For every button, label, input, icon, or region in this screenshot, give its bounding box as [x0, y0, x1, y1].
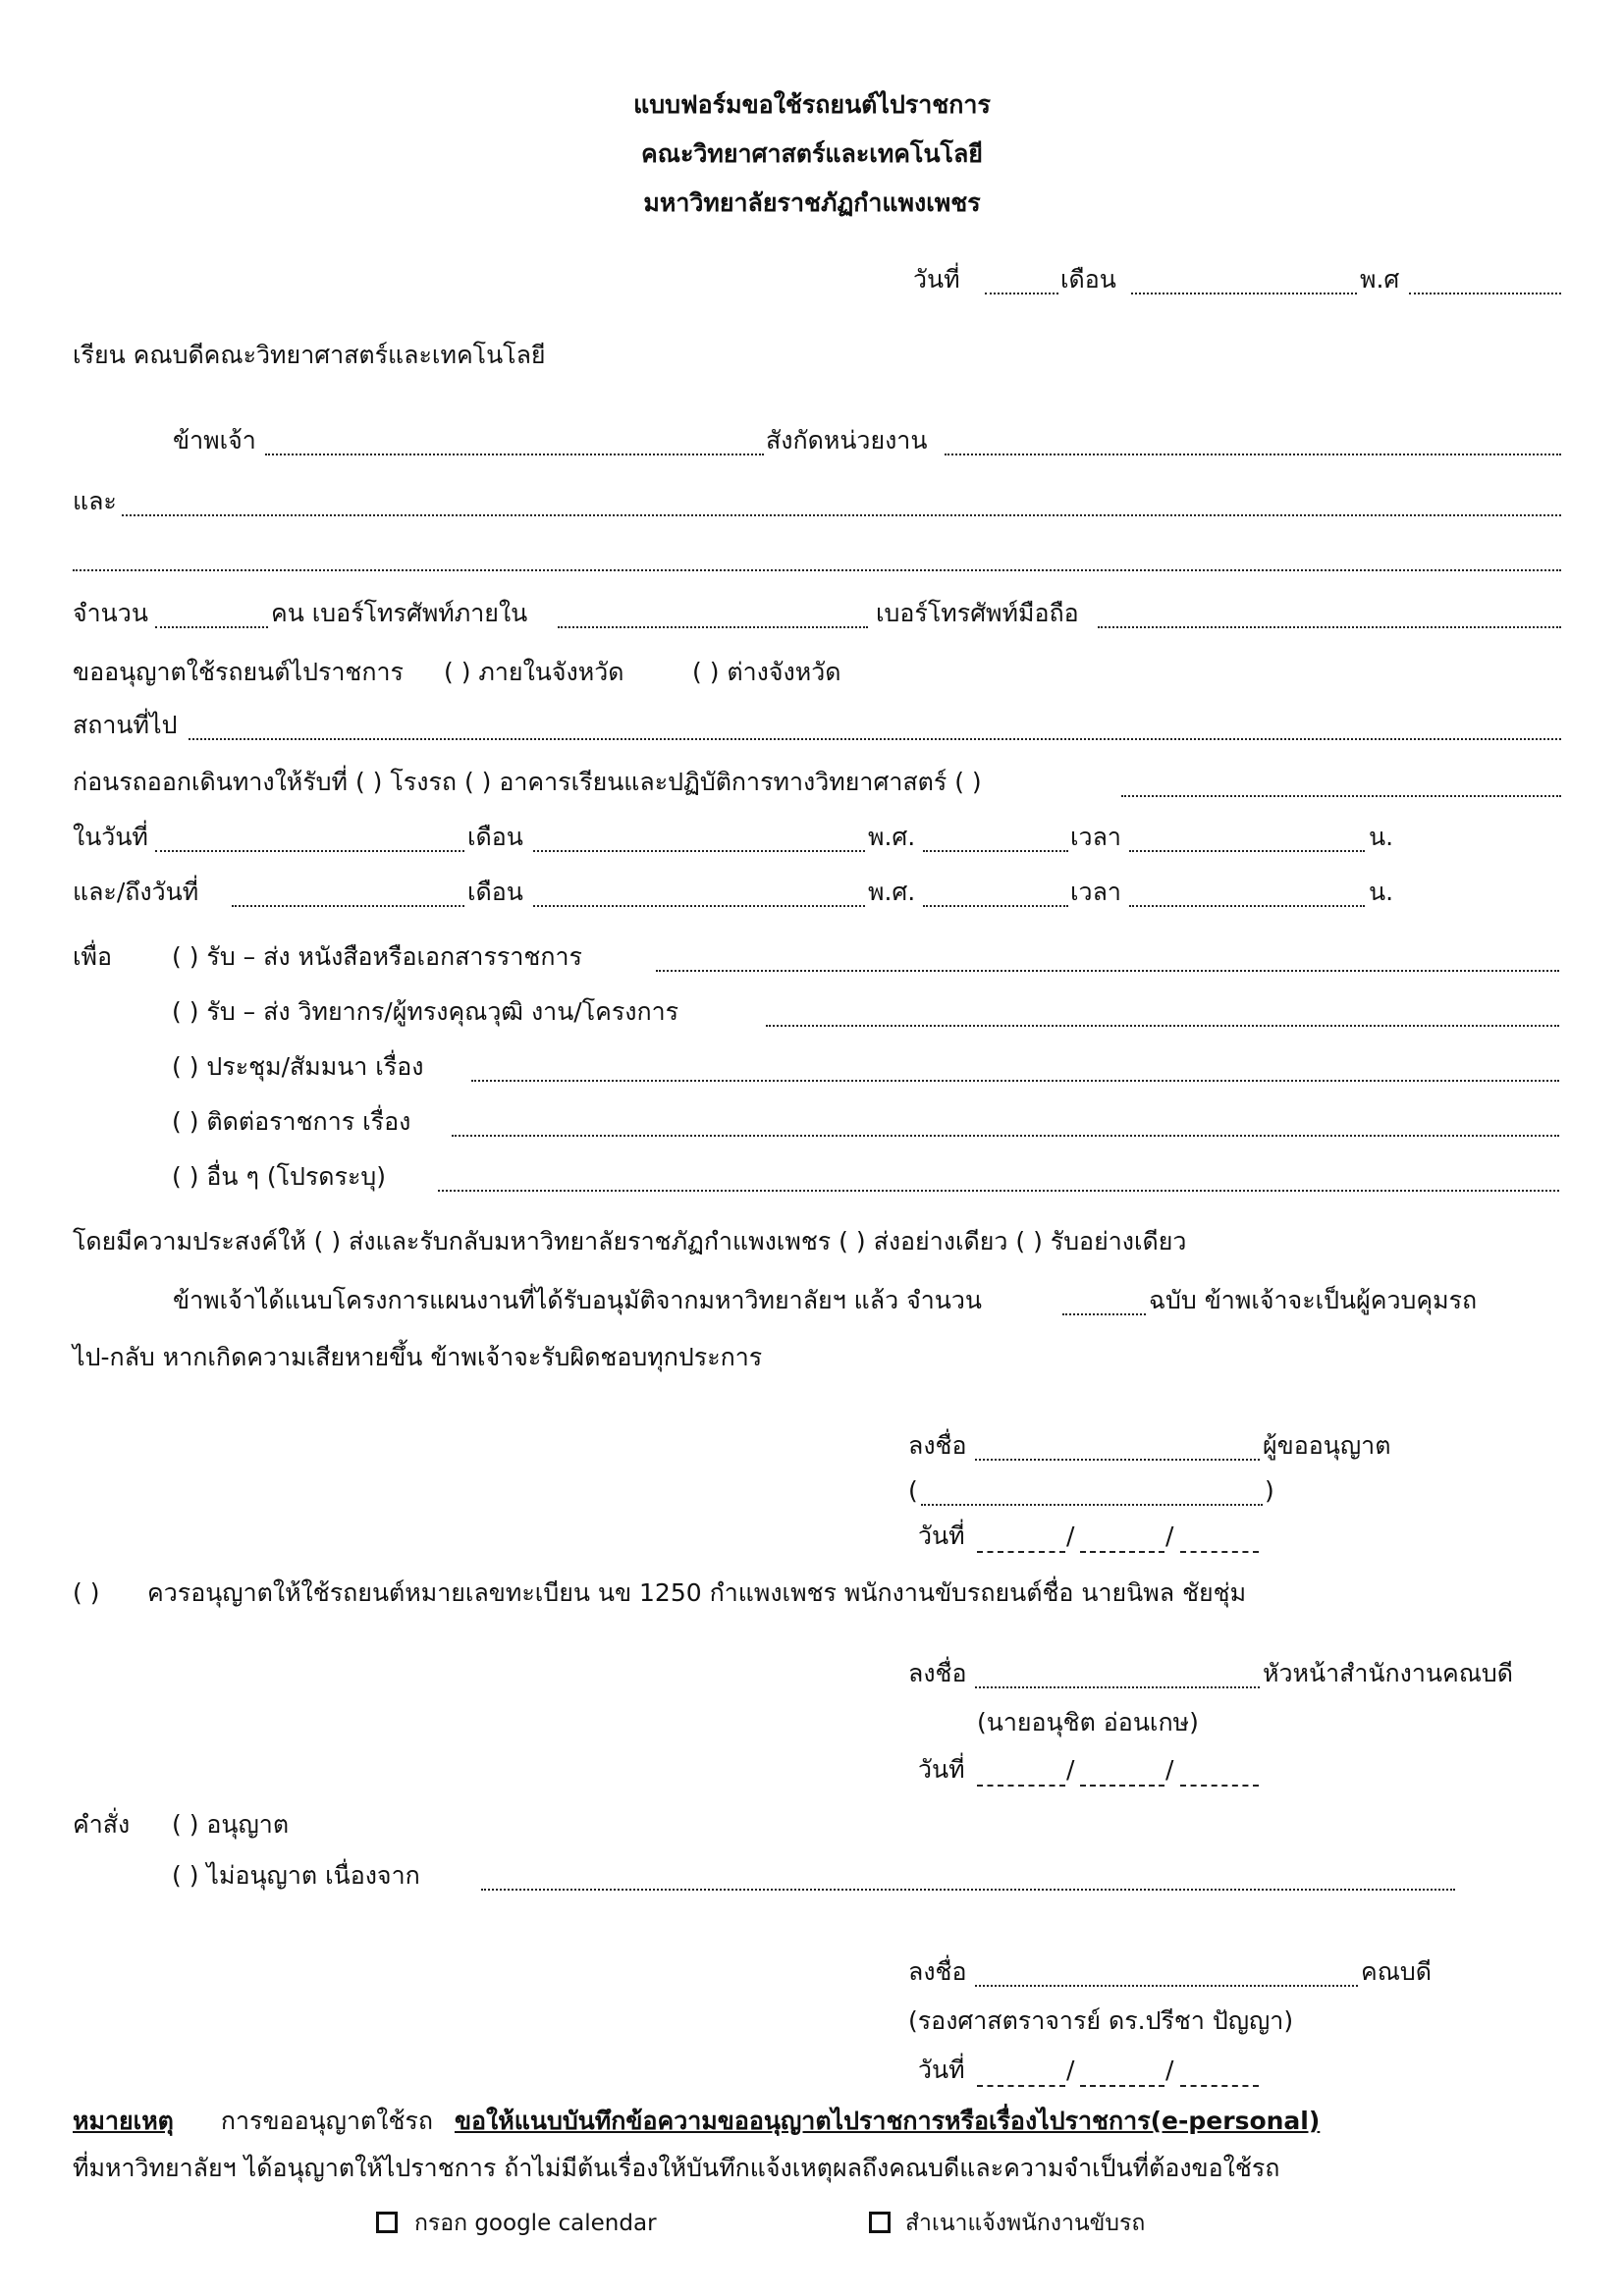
end-date-label: และ/ถึงวันที่ — [73, 878, 199, 906]
date-slash: / — [1066, 2056, 1075, 2084]
count-field[interactable] — [155, 626, 268, 628]
destination-label: สถานที่ไป — [73, 711, 178, 739]
declaration-part1: ข้าพเจ้าได้แนบโครงการแผนงานที่ได้รับอนุมัติจากมหาวิทยาลัยฯ แล้ว จำนวน — [173, 1286, 982, 1314]
order-approve-option[interactable]: ( ) อนุญาต — [172, 1810, 290, 1839]
form-title: แบบฟอร์มขอใช้รถยนต์ไปราชการ — [633, 90, 991, 119]
end-time-field[interactable] — [1129, 905, 1365, 907]
date-slash: / — [1165, 2056, 1174, 2084]
purpose-field-meeting[interactable] — [471, 1080, 1559, 1082]
start-year-field[interactable] — [923, 850, 1068, 852]
count-label: จำนวน — [73, 599, 148, 627]
applicant-date-label: วันที่ — [918, 1522, 965, 1550]
declaration-line2: ไป-กลับ หากเกิดความเสียหายขึ้น ข้าพเจ้าจะรับผิดชอบทุกประการ — [73, 1343, 763, 1371]
applicant-signature-field[interactable] — [975, 1459, 1260, 1461]
office-year-field[interactable] — [1180, 1785, 1259, 1787]
vehicle-checkbox[interactable]: ( ) — [73, 1578, 100, 1607]
faculty-title: คณะวิทยาศาสตร์และเทคโนโลยี — [641, 139, 983, 168]
office-head-name: (นายอนุชิต อ่อนเกษ) — [977, 1708, 1199, 1736]
order-deny-option[interactable]: ( ) ไม่อนุญาต เนื่องจาก — [172, 1861, 420, 1890]
purpose-field-contact[interactable] — [452, 1135, 1559, 1137]
date-field[interactable] — [985, 293, 1058, 294]
declaration-part2: ฉบับ ข้าพเจ้าจะเป็นผู้ควบคุมรถ — [1149, 1286, 1478, 1314]
office-role: หัวหน้าสำนักงานคณบดี — [1263, 1659, 1514, 1687]
office-date-label: วันที่ — [918, 1755, 965, 1784]
start-time-label: เวลา — [1070, 823, 1121, 851]
driver-checkbox-label: สำเนาแจ้งพนักงานขับรถ — [905, 2211, 1146, 2236]
applicant-printed-name-field[interactable] — [921, 1504, 1263, 1506]
applicant-role: ผู้ขออนุญาต — [1263, 1431, 1391, 1460]
year-label: พ.ศ — [1360, 265, 1400, 294]
mobile-label: เบอร์โทรศัพท์มือถือ — [876, 599, 1079, 627]
end-month-label: เดือน — [467, 878, 523, 906]
date-slash: / — [1165, 1755, 1174, 1784]
option-in-province[interactable]: ( ) ภายในจังหวัด — [444, 658, 624, 686]
applicant-sign-label: ลงชื่อ — [908, 1431, 967, 1460]
month-label: เดือน — [1060, 265, 1116, 294]
end-date-field[interactable] — [232, 905, 464, 907]
calendar-checkbox-label: กรอก google calendar — [414, 2211, 657, 2236]
university-title: มหาวิทยาลัยราชภัฏกำแพงเพชร — [643, 188, 981, 217]
dean-date-label: วันที่ — [918, 2056, 965, 2084]
date-slash: / — [1165, 1522, 1174, 1550]
dean-sign-label: ลงชื่อ — [908, 1957, 967, 1986]
salutation: เรียน คณบดีคณะวิทยาศาสตร์และเทคโนโลยี — [73, 341, 546, 369]
note-line — [73, 2105, 1320, 2138]
purpose-option[interactable]: ( ) รับ – ส่ง วิทยากร/ผู้ทรงคุณวุฒิ งาน/โครงการ — [172, 997, 679, 1026]
intent-line[interactable]: โดยมีความประสงค์ให้ ( ) ส่งและรับกลับมหาวิทยาลัยราชภัฏกำแพงเพชร ( ) ส่งอย่างเดียว ( ) รับอย่างเดียว — [73, 1227, 1187, 1255]
end-year-label: พ.ศ. — [868, 878, 916, 906]
dean-year-field[interactable] — [1180, 2085, 1259, 2087]
order-label: คำสั่ง — [73, 1810, 131, 1839]
note-emphasis: ขอให้แนบบันทึกข้อความขออนุญาตไปราชการหรือเรื่องไปราชการ(e-personal) — [454, 2107, 1321, 2135]
office-day-field[interactable] — [977, 1785, 1065, 1787]
dean-month-field[interactable] — [1080, 2085, 1164, 2087]
end-month-field[interactable] — [533, 905, 865, 907]
applicant-year-field[interactable] — [1180, 1551, 1259, 1553]
purpose-option[interactable]: ( ) อื่น ๆ (โปรดระบุ) — [172, 1162, 387, 1191]
purpose-field-speaker[interactable] — [766, 1025, 1559, 1027]
year-field[interactable] — [1409, 293, 1561, 294]
dean-day-field[interactable] — [977, 2085, 1065, 2087]
and-label: และ — [73, 487, 117, 515]
pickup-other-field[interactable] — [1121, 795, 1561, 797]
driver-checkbox[interactable] — [869, 2212, 891, 2233]
date-slash: / — [1066, 1522, 1075, 1550]
applicant-paren-close: ) — [1265, 1476, 1274, 1505]
start-month-field[interactable] — [533, 850, 865, 852]
note-line2: ที่มหาวิทยาลัยฯ ได้อนุญาตให้ไปราชการ ถ้าไม่มีต้นเรื่องให้บันทึกแจ้งเหตุผลถึงคณบดีและความจำเป็นที่ต้องขอใช้รถ — [73, 2154, 1280, 2182]
calendar-checkbox[interactable] — [376, 2212, 398, 2233]
applicant-day-field[interactable] — [977, 1551, 1065, 1553]
start-date-label: ในวันที่ — [73, 823, 148, 851]
companions-field[interactable] — [122, 514, 1561, 516]
option-out-province[interactable]: ( ) ต่างจังหวัด — [692, 658, 841, 686]
date-slash: / — [1066, 1755, 1075, 1784]
purpose-option[interactable]: ( ) รับ – ส่ง หนังสือหรือเอกสารราชการ — [172, 942, 582, 971]
office-signature-field[interactable] — [975, 1686, 1260, 1688]
applicant-name-field[interactable] — [265, 454, 764, 455]
office-month-field[interactable] — [1080, 1785, 1164, 1787]
deny-reason-field[interactable] — [481, 1889, 1455, 1891]
end-time-label: เวลา — [1070, 878, 1121, 906]
end-time-unit: น. — [1369, 878, 1394, 906]
applicant-month-field[interactable] — [1080, 1551, 1164, 1553]
dean-name: (รองศาสตราจารย์ ดร.ปรีชา ปัญญา) — [908, 2006, 1294, 2035]
end-year-field[interactable] — [923, 905, 1068, 907]
note-text: การขออนุญาตใช้รถ — [220, 2107, 433, 2135]
purpose-label: เพื่อ — [73, 942, 113, 971]
destination-field[interactable] — [189, 738, 1561, 740]
pickup-label: ก่อนรถออกเดินทางให้รับที่ ( ) โรงรถ ( ) อาคารเรียนและปฏิบัติการทางวิทยาศาสตร์ ( ) — [73, 768, 982, 796]
purpose-option[interactable]: ( ) ติดต่อราชการ เรื่อง — [172, 1107, 411, 1136]
companions-field-2[interactable] — [73, 569, 1561, 571]
vehicle-recommendation: ควรอนุญาตให้ใช้รถยนต์หมายเลขทะเบียน นข 1250 กำแพงเพชร พนักงานขับรถยนต์ชื่อ นายนิพล ชัยชุ่ม — [147, 1578, 1247, 1607]
month-field[interactable] — [1131, 293, 1357, 294]
date-label: วันที่ — [913, 265, 960, 294]
request-label: ขออนุญาตใช้รถยนต์ไปราชการ — [73, 658, 404, 686]
purpose-option[interactable]: ( ) ประชุม/สัมมนา เรื่อง — [172, 1052, 424, 1081]
start-time-field[interactable] — [1129, 850, 1365, 852]
start-year-label: พ.ศ. — [868, 823, 916, 851]
mobile-field[interactable] — [1098, 626, 1561, 628]
dean-signature-field[interactable] — [975, 1985, 1358, 1987]
applicant-paren-open: ( — [908, 1476, 918, 1505]
purpose-field-other[interactable] — [438, 1190, 1559, 1192]
start-date-field[interactable] — [155, 850, 464, 852]
internal-phone-field[interactable] — [558, 626, 868, 628]
applicant-name-label: ข้าพเจ้า — [173, 426, 256, 454]
purpose-field-documents[interactable] — [656, 970, 1559, 972]
copies-field[interactable] — [1062, 1313, 1146, 1315]
unit-label: สังกัดหน่วยงาน — [766, 426, 928, 454]
internal-phone-label: คน เบอร์โทรศัพท์ภายใน — [271, 599, 528, 627]
start-time-unit: น. — [1369, 823, 1394, 851]
unit-field[interactable] — [945, 454, 1561, 455]
office-sign-label: ลงชื่อ — [908, 1659, 967, 1687]
note-label: หมายเหตุ — [73, 2107, 174, 2135]
dean-role: คณบดี — [1361, 1957, 1433, 1986]
start-month-label: เดือน — [467, 823, 523, 851]
